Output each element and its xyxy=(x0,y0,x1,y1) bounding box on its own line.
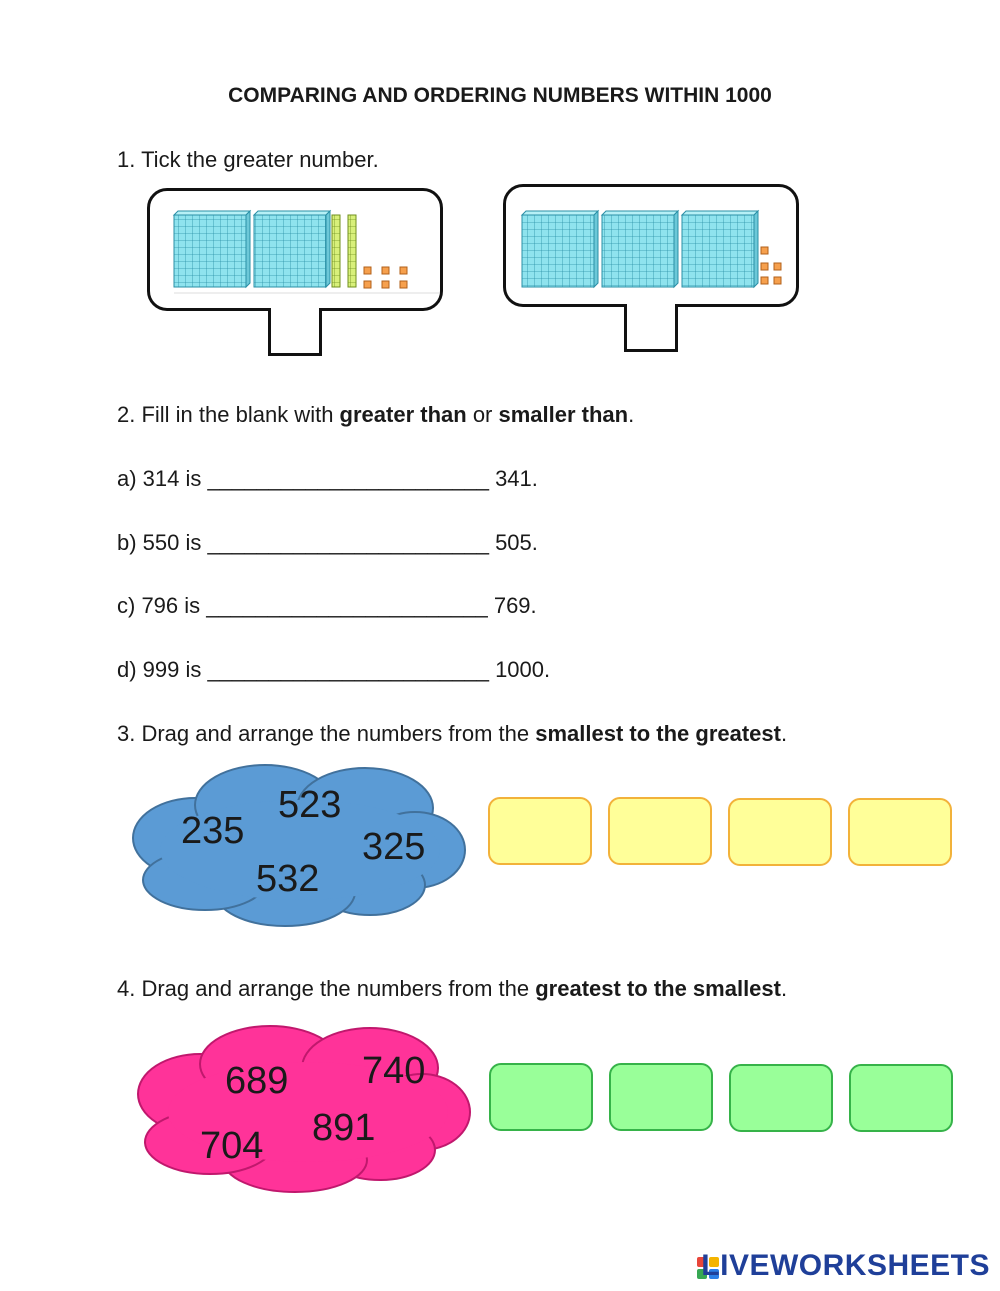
drop-box-3[interactable] xyxy=(728,798,832,866)
fill-item-c: c) 796 is _______________________ 769. xyxy=(117,593,537,618)
one-cube xyxy=(364,267,371,274)
fill-item-d: d) 999 is _______________________ 1000. xyxy=(117,657,551,682)
drop-box-2[interactable] xyxy=(608,797,712,865)
one-cube xyxy=(400,267,407,274)
drop-box-3[interactable] xyxy=(729,1064,833,1132)
one-cube xyxy=(761,277,768,284)
question-2-text: 2. Fill in the blank with greater than or smaller than. xyxy=(117,402,635,427)
number-choice-b[interactable] xyxy=(503,184,799,307)
number-choice-a[interactable] xyxy=(147,188,443,311)
one-cube xyxy=(364,281,371,288)
drop-box-4[interactable] xyxy=(849,1064,953,1132)
hundred-flat xyxy=(254,211,330,287)
draggable-number[interactable]: 891 xyxy=(312,1107,376,1149)
brand-name: LIVEWORKSHEETS xyxy=(701,1249,990,1282)
hundred-flat xyxy=(602,211,678,287)
blank-input[interactable]: _______________________ xyxy=(207,657,489,682)
question-3-text: 3. Drag and arrange the numbers from the smallest to the greatest. xyxy=(117,721,788,746)
page-title: COMPARING AND ORDERING NUMBERS WITHIN 1000 xyxy=(228,84,772,107)
one-cube xyxy=(382,281,389,288)
drop-box-2[interactable] xyxy=(609,1063,713,1131)
ten-rod xyxy=(348,215,356,287)
blank-input[interactable]: _______________________ xyxy=(206,593,488,618)
drop-box-1[interactable] xyxy=(488,797,592,865)
tick-box-a[interactable] xyxy=(268,308,322,356)
draggable-number[interactable]: 740 xyxy=(362,1050,426,1092)
one-cube xyxy=(761,263,768,270)
ten-rod xyxy=(332,215,340,287)
draggable-number[interactable]: 235 xyxy=(181,810,245,852)
hundred-flat xyxy=(682,211,758,287)
one-cube xyxy=(774,263,781,270)
tick-box-b[interactable] xyxy=(624,304,678,352)
draggable-number[interactable]: 325 xyxy=(362,826,426,868)
hundred-flat xyxy=(522,211,598,287)
one-cube xyxy=(761,247,768,254)
hundred-flat xyxy=(174,211,250,287)
one-cube xyxy=(774,277,781,284)
blank-input[interactable]: _______________________ xyxy=(207,466,489,491)
base-ten-blocks-a xyxy=(150,191,440,308)
drop-box-4[interactable] xyxy=(848,798,952,866)
pink-cloud xyxy=(130,1022,475,1197)
base-ten-blocks-b xyxy=(506,187,796,304)
question-1-text: 1. Tick the greater number. xyxy=(117,147,379,172)
fill-item-a: a) 314 is _______________________ 341. xyxy=(117,466,538,491)
question-4-text: 4. Drag and arrange the numbers from the greatest to the smallest. xyxy=(117,976,788,1001)
blank-input[interactable]: _______________________ xyxy=(207,530,489,555)
one-cube xyxy=(382,267,389,274)
draggable-number[interactable]: 523 xyxy=(278,784,342,826)
drop-box-1[interactable] xyxy=(489,1063,593,1131)
one-cube xyxy=(400,281,407,288)
draggable-number[interactable]: 532 xyxy=(256,858,320,900)
fill-item-b: b) 550 is _______________________ 505. xyxy=(117,530,538,555)
draggable-number[interactable]: 704 xyxy=(200,1125,264,1167)
draggable-number[interactable]: 689 xyxy=(225,1060,289,1102)
